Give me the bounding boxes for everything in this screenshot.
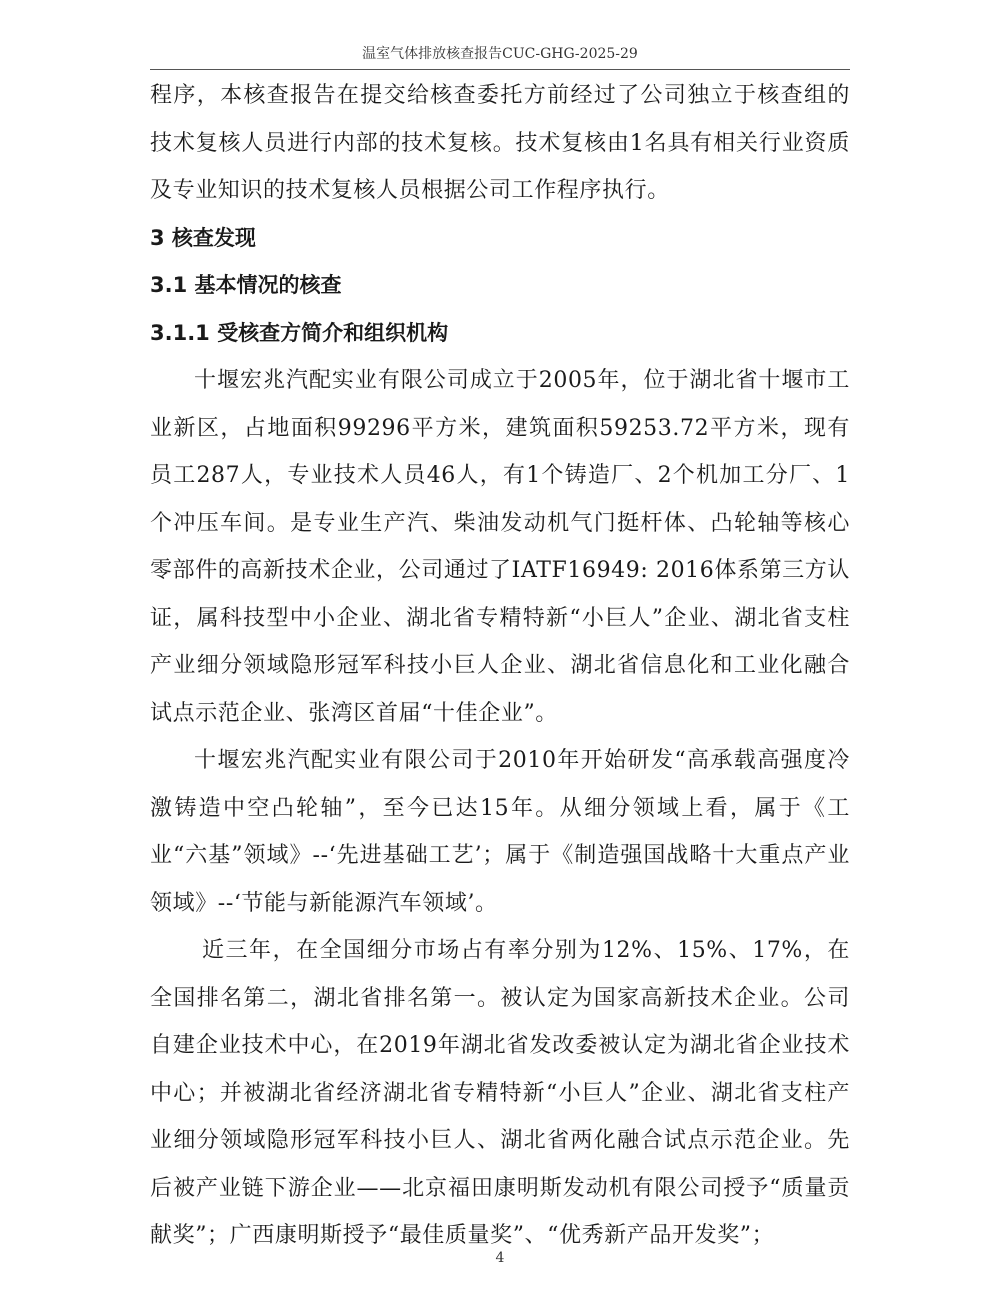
paragraph-market-share: 近三年，在全国细分市场占有率分别为12%、15%、17%，在全国排名第二，湖北省排名第一。被认定为国家高新技术企业。公司自建企业技术中心，在2019年湖北省发改委被认定为湖北省企业技术中心；并被湖北省经济湖北省专精特新“小巨人”企业、湖北省支柱产业细分领域隐形冠军科技小巨人、湖北省两化融合试点示范企业。先后被产业链下游企业——北京福田康明斯发动机有限公司授予“质量贡献奖”；广西康明斯授予“最佳质量奖”、“优秀新产品开发奖”； [150,938,850,1248]
page-number: 4 [495,1250,505,1266]
heading-section-3-1-1: 3.1.1 受核查方简介和组织机构 [150,320,449,345]
heading-section-3: 3 核查发现 [150,225,256,250]
paragraph-company-intro: 十堰宏兆汽配实业有限公司成立于2005年，位于湖北省十堰市工业新区，占地面积99296平方米，建筑面积59253.72平方米，现有员工287人，专业技术人员46人，有1个铸造厂、2个机加工分厂、1个冲压车间。是专业生产汽、柴油发动机气门挺杆体、凸轮轴等核心零部件的高新技术企业，公司通过了IATF16949: 2016体系第三方认证，属科技型中小企业、湖北省专精特新“小巨人”企业、湖北省支柱产业细分领域隐形冠军科技小巨人企业、湖北省信息化和工业化融合试点示范企业、张湾区首届“十佳企业”。 [150,368,850,726]
paragraph-rd-history: 十堰宏兆汽配实业有限公司于2010年开始研发“高承载高强度冷激铸造中空凸轮轴”，至今已达15年。从细分领域上看，属于《工业“六基”领域》--‘先进基础工艺’；属于《制造强国战略十大重点产业领域》--‘节能与新能源汽车领域’。 [150,748,850,916]
document-body [150,72,850,1260]
paragraph-review-procedure: 程序，本核查报告在提交给核查委托方前经过了公司独立于核查组的技术复核人员进行内部的技术复核。技术复核由1名具有相关行业资质及专业知识的技术复核人员根据公司工作程序执行。 [150,83,850,203]
page-header: 温室气体排放核查报告CUC-GHG-2025-29 [150,44,850,70]
heading-section-3-1: 3.1 基本情况的核查 [150,273,342,297]
